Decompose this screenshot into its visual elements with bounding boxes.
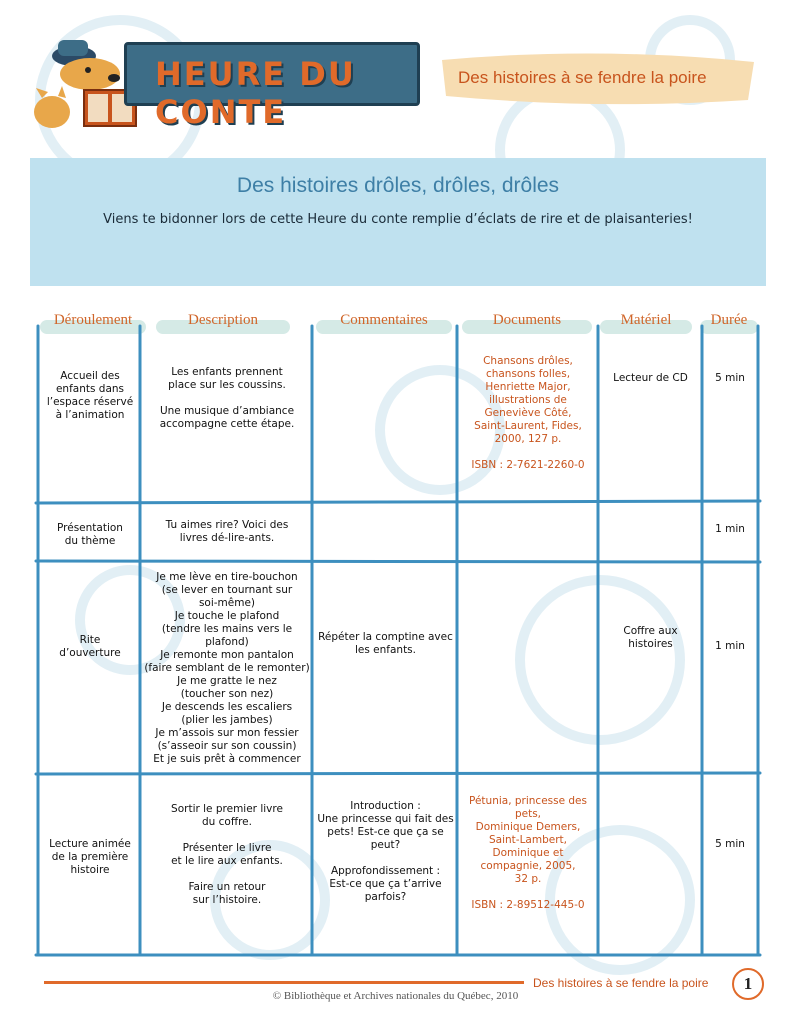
row4-commentaires: Introduction : Une princesse qui fait des pets! Est-ce que ça se peut? Approfondissement : Est-ce que ça t’arrive parfois? [317,800,454,903]
subtitle: Des histoires à se fendre la poire [458,68,707,87]
footer-rule [44,981,524,984]
row4-documents: Pétunia, princesse des pets, Dominique Demers, Saint-Lambert, Dominique et compagnie, 2005, 32 p. ISBN : 2-89512-445-0 [469,795,587,911]
column-header-description: Description [162,312,284,329]
copyright: © Bibliothèque et Archives nationales du Québec, 2010 [272,990,519,1002]
page-number: 1 [732,968,764,1000]
row1-materiel: Lecteur de CD [613,372,688,384]
intro-title: Des histoires drôles, drôles, drôles [236,174,560,197]
row2-deroulement: Présentation du thème [57,522,123,547]
row1-deroulement: Accueil des enfants dans l’espace réservé à l’animation [46,370,134,421]
banner-title: HEURE DU CONTE [155,55,356,131]
row4-duree: 5 min [715,838,745,850]
row3-deroulement: Rite d’ouverture [59,634,121,659]
footer-series: Des histoires à se fendre la poire [533,976,709,990]
row1-description: Les enfants prennent place sur les coussins. Une musique d’ambiance accompagne cette étape. [159,366,295,430]
row2-description: Tu aimes rire? Voici des livres dé-lire-ants. [165,519,289,544]
row4-description: Sortir le premier livre du coffre. Présenter le livre et le lire aux enfants. Faire un retour sur l’histoire. [171,803,283,906]
column-header-commentaires: Commentaires [322,312,446,329]
column-header-duree: Durée [706,312,752,329]
row3-materiel: Coffre aux histoires [623,625,678,650]
row3-description: Je me lève en tire-bouchon (se lever en tournant sur soi-même) Je touche le plafond (tendre les mains vers le plafond) Je remonte mon pantalon (faire semblant de le remonter) Je me gratte le nez (toucher son nez) Je descends les escaliers (plier les jambes) Je m’assois sur mon fessier (s’asseoir sur son coussin) Et je suis prêt à commencer [144,571,310,765]
intro-text: Viens te bidonner lors de cette Heure du conte remplie d’éclats de rire et de plaisanteries! [103,212,693,227]
column-header-materiel: Matériel [606,312,686,329]
row1-duree: 5 min [715,372,745,384]
row3-commentaires: Répéter la comptine avec les enfants. [318,631,453,656]
row4-deroulement: Lecture animée de la première histoire [49,838,131,876]
row3-duree: 1 min [715,640,745,652]
column-header-deroulement: Déroulement [46,312,140,329]
row1-documents: Chansons drôles, chansons folles, Henriette Major, illustrations de Geneviève Côté, Saint-Laurent, Fides, 2000, 127 p. ISBN : 2-7621-2260-0 [471,355,585,471]
row2-duree: 1 min [715,523,745,535]
column-header-documents: Documents [468,312,586,329]
